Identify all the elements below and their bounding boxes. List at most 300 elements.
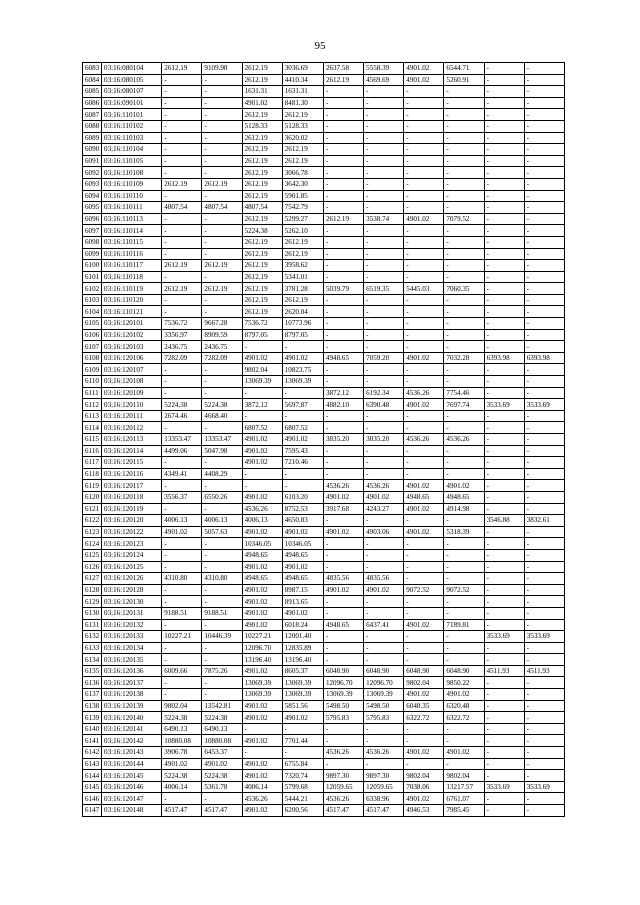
value-cell: 8913.65: [282, 596, 323, 608]
value-cell: -: [162, 155, 202, 167]
table-row: [83, 584, 565, 596]
value-cell: -: [484, 538, 524, 550]
value-cell: -: [444, 155, 484, 167]
value-cell: -: [162, 225, 202, 237]
value-cell: -: [202, 457, 242, 469]
value-cell: -: [484, 491, 524, 503]
value-cell: -: [524, 306, 564, 318]
value-cell: -: [162, 144, 202, 156]
code-cell: 03:16:120147: [102, 793, 162, 805]
value-cell: -: [524, 723, 564, 735]
row-number-cell: 6098: [83, 236, 102, 248]
table-row: [83, 445, 565, 457]
value-cell: 2612.19: [242, 283, 282, 295]
code-cell: 03:16:110103: [102, 132, 162, 144]
row-number-cell: 6120: [83, 491, 102, 503]
value-cell: -: [524, 132, 564, 144]
code-cell: 03:16:110119: [102, 283, 162, 295]
value-cell: -: [323, 236, 363, 248]
value-cell: 2612.19: [282, 248, 323, 260]
value-cell: 4517.47: [323, 805, 363, 817]
table-row: [83, 422, 565, 434]
value-cell: -: [364, 364, 404, 376]
value-cell: 4901.02: [282, 526, 323, 538]
value-cell: 3872.12: [323, 387, 363, 399]
table-row: [83, 781, 565, 793]
code-cell: 03:16:110101: [102, 109, 162, 121]
value-cell: 1631.31: [242, 86, 282, 98]
value-cell: -: [364, 549, 404, 561]
value-cell: -: [484, 364, 524, 376]
row-number-cell: 6104: [83, 306, 102, 318]
value-cell: -: [524, 410, 564, 422]
value-cell: -: [162, 213, 202, 225]
row-number-cell: 6093: [83, 178, 102, 190]
value-cell: -: [484, 561, 524, 573]
value-cell: 12096.70: [364, 677, 404, 689]
value-cell: 6761.07: [444, 793, 484, 805]
value-cell: 4914.98: [444, 503, 484, 515]
value-cell: 5128.33: [282, 120, 323, 132]
code-cell: 03:16:120144: [102, 758, 162, 770]
table-row: [83, 74, 565, 86]
value-cell: 5224.38: [242, 225, 282, 237]
value-cell: 5445.03: [404, 283, 444, 295]
value-cell: -: [364, 109, 404, 121]
value-cell: 4807.54: [242, 202, 282, 214]
value-cell: 3917.68: [323, 503, 363, 515]
value-cell: 3533.69: [484, 631, 524, 643]
value-cell: 2612.19: [202, 283, 242, 295]
value-cell: 5341.01: [282, 271, 323, 283]
value-cell: -: [484, 747, 524, 759]
value-cell: 4901.02: [404, 526, 444, 538]
table-row: [83, 144, 565, 156]
row-number-cell: 6122: [83, 515, 102, 527]
value-cell: -: [524, 318, 564, 330]
value-cell: -: [484, 677, 524, 689]
value-cell: -: [404, 631, 444, 643]
value-cell: -: [524, 422, 564, 434]
value-cell: -: [444, 167, 484, 179]
value-cell: -: [202, 86, 242, 98]
value-cell: 6048.90: [364, 665, 404, 677]
value-cell: 9072.52: [404, 584, 444, 596]
value-cell: 13353.47: [162, 434, 202, 446]
value-cell: -: [444, 260, 484, 272]
value-cell: -: [162, 457, 202, 469]
table-row: [83, 236, 565, 248]
value-cell: 4408.29: [202, 468, 242, 480]
value-cell: 5128.33: [242, 120, 282, 132]
value-cell: -: [444, 144, 484, 156]
value-cell: 2612.19: [162, 178, 202, 190]
table-row: [83, 793, 565, 805]
value-cell: 12059.65: [364, 781, 404, 793]
value-cell: 2612.19: [242, 294, 282, 306]
value-cell: 2436.75: [162, 341, 202, 353]
value-cell: -: [524, 561, 564, 573]
value-cell: -: [484, 155, 524, 167]
value-cell: -: [524, 260, 564, 272]
value-cell: 4901.02: [202, 758, 242, 770]
value-cell: 6490.13: [162, 723, 202, 735]
value-cell: 2612.19: [323, 213, 363, 225]
value-cell: -: [524, 700, 564, 712]
value-cell: -: [323, 294, 363, 306]
code-cell: 03:16:110116: [102, 248, 162, 260]
value-cell: -: [364, 190, 404, 202]
value-cell: 4901.02: [242, 352, 282, 364]
value-cell: -: [162, 294, 202, 306]
value-cell: -: [484, 341, 524, 353]
value-cell: -: [364, 155, 404, 167]
row-number-cell: 6135: [83, 665, 102, 677]
value-cell: -: [484, 573, 524, 585]
value-cell: -: [444, 236, 484, 248]
value-cell: -: [524, 596, 564, 608]
table-row: [83, 607, 565, 619]
code-cell: 03:16:120139: [102, 700, 162, 712]
value-cell: 13069.39: [323, 689, 363, 701]
value-cell: -: [524, 341, 564, 353]
value-cell: -: [202, 132, 242, 144]
value-cell: -: [524, 758, 564, 770]
value-cell: -: [202, 155, 242, 167]
value-cell: 7038.06: [404, 781, 444, 793]
value-cell: 4901.02: [242, 596, 282, 608]
value-cell: -: [323, 538, 363, 550]
value-cell: 4901.02: [323, 526, 363, 538]
value-cell: 5498.50: [364, 700, 404, 712]
value-cell: 6322.72: [444, 712, 484, 724]
value-cell: -: [524, 445, 564, 457]
value-cell: 4536.26: [323, 747, 363, 759]
row-number-cell: 6107: [83, 341, 102, 353]
code-cell: 03:16:120118: [102, 491, 162, 503]
value-cell: -: [404, 225, 444, 237]
table-row: [83, 723, 565, 735]
value-cell: 10823.75: [282, 364, 323, 376]
value-cell: -: [444, 364, 484, 376]
value-cell: -: [484, 202, 524, 214]
code-cell: 03:16:120131: [102, 607, 162, 619]
value-cell: 7985.45: [444, 805, 484, 817]
value-cell: -: [404, 86, 444, 98]
table-row: [83, 642, 565, 654]
table-row: [83, 468, 565, 480]
value-cell: 3538.74: [364, 213, 404, 225]
value-cell: 6048.90: [323, 665, 363, 677]
value-cell: -: [444, 735, 484, 747]
value-cell: -: [404, 758, 444, 770]
value-cell: 13196.40: [242, 654, 282, 666]
value-cell: -: [444, 376, 484, 388]
value-cell: -: [404, 607, 444, 619]
value-cell: 3533.69: [484, 781, 524, 793]
value-cell: -: [524, 144, 564, 156]
value-cell: -: [323, 120, 363, 132]
value-cell: 7059.20: [364, 352, 404, 364]
value-cell: -: [444, 607, 484, 619]
value-cell: 4410.34: [282, 74, 323, 86]
value-cell: 12059.65: [323, 781, 363, 793]
value-cell: 13069.39: [242, 376, 282, 388]
row-number-cell: 6112: [83, 399, 102, 411]
code-cell: 03:16:120143: [102, 747, 162, 759]
value-cell: -: [404, 410, 444, 422]
value-cell: -: [484, 387, 524, 399]
value-cell: -: [162, 561, 202, 573]
row-number-cell: 6138: [83, 700, 102, 712]
value-cell: -: [444, 642, 484, 654]
value-cell: -: [404, 167, 444, 179]
row-number-cell: 6109: [83, 364, 102, 376]
row-number-cell: 6133: [83, 642, 102, 654]
value-cell: 7282.09: [162, 352, 202, 364]
value-cell: 5224.38: [202, 770, 242, 782]
row-number-cell: 6086: [83, 97, 102, 109]
row-number-cell: 6145: [83, 781, 102, 793]
value-cell: 4903.06: [364, 526, 404, 538]
value-cell: -: [202, 677, 242, 689]
table-row: [83, 596, 565, 608]
value-cell: -: [364, 457, 404, 469]
value-cell: -: [524, 607, 564, 619]
value-cell: 4243.27: [364, 503, 404, 515]
value-cell: 3835.20: [364, 434, 404, 446]
value-cell: 4901.02: [404, 63, 444, 75]
value-cell: -: [444, 457, 484, 469]
value-cell: -: [524, 178, 564, 190]
value-cell: 4948.65: [323, 619, 363, 631]
table-row: [83, 364, 565, 376]
value-cell: -: [323, 422, 363, 434]
value-cell: 4901.02: [242, 584, 282, 596]
value-cell: 4948.65: [242, 549, 282, 561]
value-cell: 2612.19: [242, 74, 282, 86]
table-row: [83, 758, 565, 770]
value-cell: 4901.02: [242, 561, 282, 573]
value-cell: -: [524, 503, 564, 515]
table-row: [83, 283, 565, 295]
value-cell: -: [323, 155, 363, 167]
code-cell: 03:16:110109: [102, 178, 162, 190]
value-cell: 7542.79: [282, 202, 323, 214]
value-cell: 4807.54: [202, 202, 242, 214]
value-cell: 5224.38: [202, 712, 242, 724]
value-cell: -: [484, 132, 524, 144]
value-cell: 4901.02: [404, 352, 444, 364]
value-cell: -: [162, 190, 202, 202]
value-cell: 4901.02: [364, 491, 404, 503]
row-number-cell: 6130: [83, 607, 102, 619]
value-cell: -: [484, 654, 524, 666]
code-cell: 03:16:090101: [102, 97, 162, 109]
value-cell: -: [323, 329, 363, 341]
value-cell: -: [484, 178, 524, 190]
value-cell: 2612.19: [242, 213, 282, 225]
code-cell: 03:16:120103: [102, 341, 162, 353]
code-cell: 03:16:120133: [102, 631, 162, 643]
value-cell: 5299.27: [282, 213, 323, 225]
value-cell: -: [162, 376, 202, 388]
value-cell: -: [524, 491, 564, 503]
value-cell: -: [162, 74, 202, 86]
value-cell: -: [202, 584, 242, 596]
value-cell: 4901.02: [242, 607, 282, 619]
table-row: [83, 619, 565, 631]
value-cell: -: [484, 596, 524, 608]
value-cell: 13069.39: [364, 689, 404, 701]
row-number-cell: 6106: [83, 329, 102, 341]
code-cell: 03:16:080105: [102, 74, 162, 86]
value-cell: -: [364, 607, 404, 619]
value-cell: -: [524, 712, 564, 724]
value-cell: 6322.72: [404, 712, 444, 724]
value-cell: -: [524, 793, 564, 805]
value-cell: -: [524, 538, 564, 550]
value-cell: 2612.19: [242, 236, 282, 248]
value-cell: 6103.20: [282, 491, 323, 503]
value-cell: -: [524, 735, 564, 747]
value-cell: 5318.39: [444, 526, 484, 538]
table-row: [83, 155, 565, 167]
value-cell: -: [484, 549, 524, 561]
value-cell: 4536.26: [323, 793, 363, 805]
value-cell: -: [162, 642, 202, 654]
value-cell: -: [404, 538, 444, 550]
value-cell: 4536.26: [444, 434, 484, 446]
value-cell: -: [444, 190, 484, 202]
code-cell: 03:16:120130: [102, 596, 162, 608]
value-cell: -: [364, 260, 404, 272]
table-row: [83, 700, 565, 712]
value-cell: 5901.85: [282, 190, 323, 202]
row-number-cell: 6143: [83, 758, 102, 770]
value-cell: -: [524, 573, 564, 585]
value-cell: 12835.89: [282, 642, 323, 654]
value-cell: -: [524, 654, 564, 666]
row-number-cell: 6137: [83, 689, 102, 701]
code-cell: 03:16:110117: [102, 260, 162, 272]
value-cell: 2612.19: [242, 178, 282, 190]
value-cell: -: [524, 642, 564, 654]
code-cell: 03:16:120106: [102, 352, 162, 364]
value-cell: 4901.02: [404, 399, 444, 411]
value-cell: -: [162, 132, 202, 144]
value-cell: 5795.83: [323, 712, 363, 724]
value-cell: -: [323, 225, 363, 237]
value-cell: -: [323, 631, 363, 643]
value-cell: 2612.19: [242, 155, 282, 167]
value-cell: -: [364, 422, 404, 434]
value-cell: -: [404, 329, 444, 341]
row-number-cell: 6116: [83, 445, 102, 457]
code-cell: 03:16:120124: [102, 549, 162, 561]
code-cell: 03:16:120114: [102, 445, 162, 457]
value-cell: 4948.65: [444, 491, 484, 503]
code-cell: 03:16:120113: [102, 434, 162, 446]
table-row: [83, 213, 565, 225]
value-cell: 4835.56: [364, 573, 404, 585]
value-cell: -: [404, 515, 444, 527]
value-cell: 2612.19: [242, 260, 282, 272]
value-cell: 4901.02: [242, 712, 282, 724]
value-cell: 9188.51: [162, 607, 202, 619]
value-cell: 7079.52: [444, 213, 484, 225]
value-cell: 4569.69: [364, 74, 404, 86]
value-cell: -: [404, 155, 444, 167]
value-cell: 6200.56: [282, 805, 323, 817]
value-cell: 5260.91: [444, 74, 484, 86]
value-cell: -: [404, 723, 444, 735]
value-cell: -: [364, 202, 404, 214]
value-cell: 6320.48: [444, 700, 484, 712]
value-cell: 4901.02: [242, 457, 282, 469]
value-cell: -: [202, 503, 242, 515]
value-cell: -: [404, 202, 444, 214]
value-cell: -: [404, 341, 444, 353]
value-cell: 4901.02: [242, 735, 282, 747]
value-cell: -: [364, 445, 404, 457]
value-cell: -: [444, 573, 484, 585]
value-cell: -: [202, 549, 242, 561]
table-row: [83, 503, 565, 515]
value-cell: -: [364, 97, 404, 109]
value-cell: 9188.51: [202, 607, 242, 619]
value-cell: 6192.34: [364, 387, 404, 399]
value-cell: -: [162, 120, 202, 132]
value-cell: -: [484, 689, 524, 701]
value-cell: -: [444, 654, 484, 666]
value-cell: -: [162, 97, 202, 109]
value-cell: 4901.02: [404, 793, 444, 805]
value-cell: -: [202, 596, 242, 608]
code-cell: 03:16:080104: [102, 63, 162, 75]
value-cell: -: [323, 723, 363, 735]
value-cell: 6755.84: [282, 758, 323, 770]
value-cell: -: [444, 596, 484, 608]
value-cell: 2612.19: [242, 109, 282, 121]
code-cell: 03:16:120142: [102, 735, 162, 747]
row-number-cell: 6119: [83, 480, 102, 492]
value-cell: -: [364, 144, 404, 156]
value-cell: 3872.12: [242, 399, 282, 411]
value-cell: 6437.41: [364, 619, 404, 631]
value-cell: -: [162, 503, 202, 515]
value-cell: -: [364, 329, 404, 341]
value-cell: -: [323, 735, 363, 747]
value-cell: -: [323, 341, 363, 353]
value-cell: 4901.02: [242, 619, 282, 631]
value-cell: -: [162, 306, 202, 318]
row-number-cell: 6139: [83, 712, 102, 724]
value-cell: 4536.26: [404, 434, 444, 446]
value-cell: 9802.04: [162, 700, 202, 712]
value-cell: 4536.26: [364, 480, 404, 492]
value-cell: 4882.10: [323, 399, 363, 411]
value-cell: 6338.96: [364, 793, 404, 805]
value-cell: -: [202, 144, 242, 156]
value-cell: -: [524, 109, 564, 121]
value-cell: -: [162, 480, 202, 492]
value-cell: -: [484, 770, 524, 782]
value-cell: 3832.61: [524, 515, 564, 527]
row-number-cell: 6088: [83, 120, 102, 132]
value-cell: 3066.78: [282, 167, 323, 179]
value-cell: 3533.69: [524, 781, 564, 793]
